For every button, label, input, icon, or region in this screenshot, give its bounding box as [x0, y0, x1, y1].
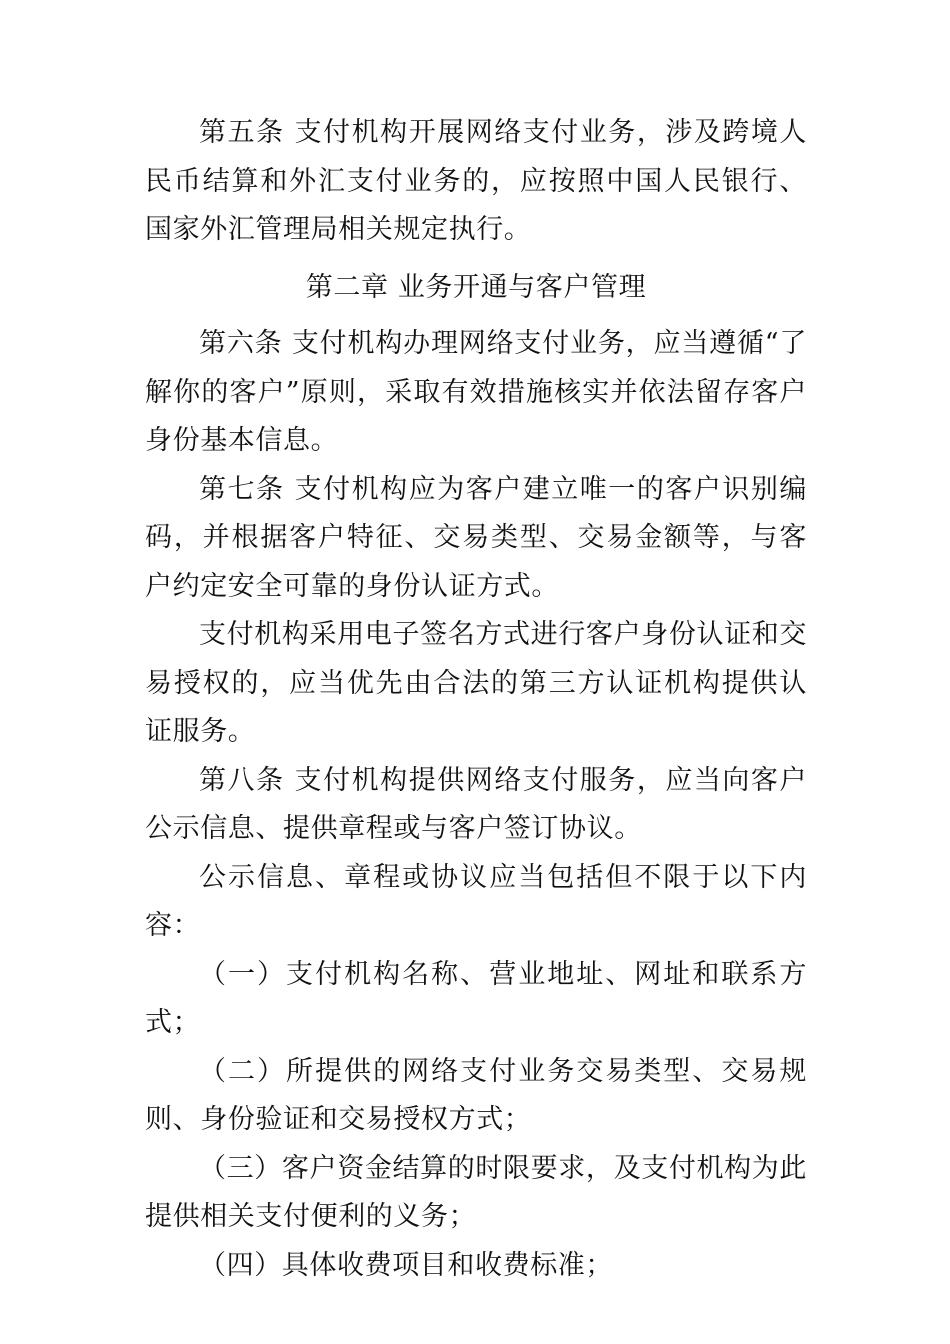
article-5: 第五条 支付机构开展网络支付业务，涉及跨境人民币结算和外汇支付业务的，应按照中国人民银行、国家外汇管理局相关规定执行。	[145, 117, 807, 245]
chapter-2-title: 第二章 业务开通与客户管理	[305, 271, 647, 303]
list-item-2: （二）所提供的网络支付业务交易类型、交易规则、身份验证和交易授权方式；	[145, 1055, 807, 1135]
list-item-4: （四）具体收费项目和收费标准；	[199, 1249, 613, 1281]
article-7: 第七条 支付机构应为客户建立唯一的客户识别编码，并根据客户特征、交易类型、交易金额等，与客户约定安全可靠的身份认证方式。	[145, 473, 807, 602]
list-item-3: （三）客户资金结算的时限要求，及支付机构为此提供相关支付便利的义务；	[145, 1152, 807, 1232]
document-body	[145, 109, 807, 1290]
article-6: 第六条 支付机构办理网络支付业务，应当遵循“了解你的客户”原则，采取有效措施核实并依法留存客户身份基本信息。	[145, 328, 807, 456]
article-8: 第八条 支付机构提供网络支付服务，应当向客户公示信息、提供章程或与客户签订协议。	[145, 764, 807, 844]
article-7-paragraph-2: 支付机构采用电子签名方式进行客户身份认证和交易授权的，应当优先由合法的第三方认证机构提供认证服务。	[145, 619, 807, 747]
article-8-paragraph-2: 公示信息、章程或协议应当包括但不限于以下内容：	[145, 861, 807, 941]
list-item-1: （一）支付机构名称、营业地址、网址和联系方式；	[145, 958, 807, 1038]
